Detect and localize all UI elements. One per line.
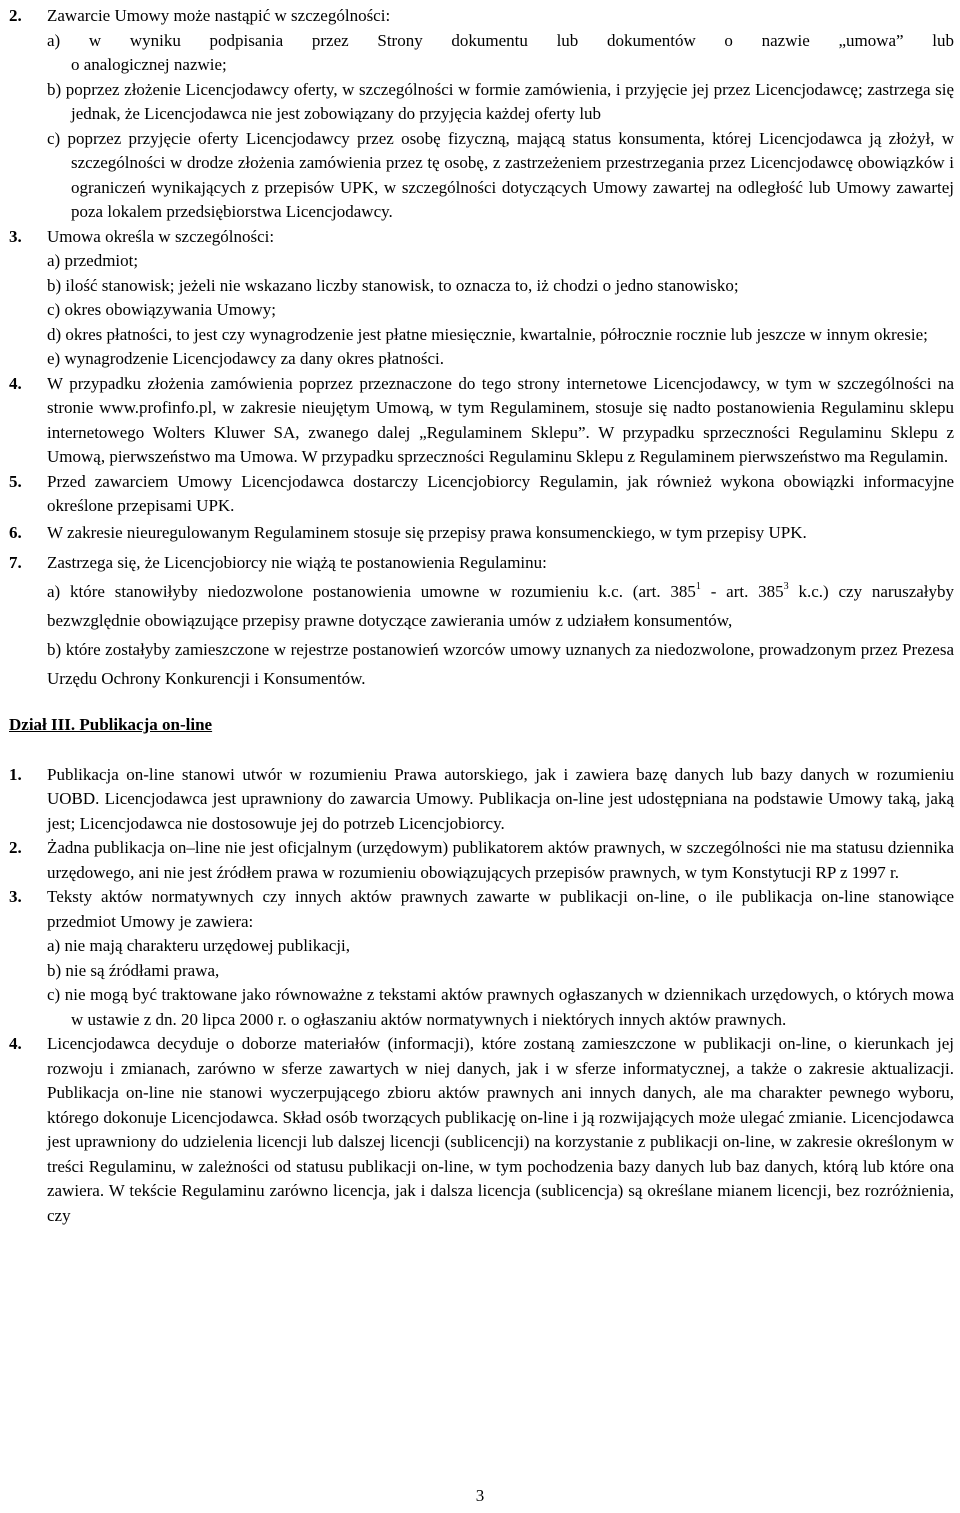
section-number: 2.: [9, 6, 22, 25]
section-7-item-b: b) które zostałyby zamieszczone w rejestrze postanowień wzorców umowy uznanych za niedozwolone, prowadzonym przez Prezesa Urzędu Ochrony Konkurencji i Konsumentów.: [47, 639, 954, 688]
section-7-intro: Zastrzega się, że Licencjobiorcy nie wiążą te postanowienia Regulaminu:: [47, 552, 547, 572]
section-2-item-a-cont: o analogicznej nazwie;: [71, 55, 227, 74]
section-2-item-c-text: c) poprzez przyjęcie oferty Licencjodawcy przez osobę fizyczną, mającą status konsumenta, której Licencjodawca ją złożył, w szczególności w drodze złożenia zamówienia przez tę osobę, z zastrzeżeniem przestrzegania przez Licencjodawcę obowiązków i ograniczeń wynikających z przepisów UPK, w szczególności dotyczących Umowy zawartej na odległość lub Umowy zawartej poza lokalem przedsiębiorstwa Licencjodawcy.: [47, 128, 954, 221]
section-2-item-b: [47, 78, 954, 127]
part3-item-2-text: Żadna publikacja on–line nie jest oficjalnym (urzędowym) publikatorem aktów prawnych, w szczególności nie ma statusu dziennika urzędowego, ani nie jest źródłem prawa w rozumieniu obowiązujących przepisów prawnych, w tym Konstytucji RP z 1997 r.: [47, 838, 954, 882]
section-7-item-a-part3: k.c.) czy naruszałyby bezwzględnie obowiązujące przepisy prawne dotyczące zawierania umów z udziałem konsumentów,: [47, 581, 955, 630]
section-4: [9, 372, 954, 470]
section-heading: Dział III. Publikacja on-line: [9, 714, 213, 734]
section-number: 4.: [9, 373, 22, 393]
section-5-text: Przed zawarciem Umowy Licencjodawca dostarczy Licencjobiorcy Regulamin, jak również wykona obowiązki informacyjne określone przepisami UPK.: [47, 471, 954, 515]
part3-item-3-c: [47, 983, 954, 1032]
section-2: [9, 4, 954, 225]
list-item-text: c) nie mogą być traktowane jako równoważne z tekstami aktów prawnych ogłaszanych w dziennikach urzędowych, o których mowa w ustawie z dn. 20 lipca 2000 r. o ogłaszaniu aktów normatywnych i niektórych innych aktów prawnych.: [47, 985, 954, 1029]
section-4-text: W przypadku złożenia zamówienia poprzez przeznaczone do tego strony internetowe Licencjodawcy, w tym w szczególności na stronie www.profinfo.pl, w zakresie nieujętym Umową, w tym Regulaminem, stosuje się nadto postanowienia Regulaminu sklepu internetowego Wolters Kluwer SA, zwanego dalej „Regulaminem Sklepu”. W przypadku sprzeczności Regulaminu Sklepu z Umową, pierwszeństwo ma Umowa. W przypadku sprzeczności Regulaminu Sklepu z Regulaminem pierwszeństwo ma Regulamin.: [47, 373, 954, 466]
section-number: 7.: [9, 552, 22, 572]
superscript: 3: [783, 580, 789, 592]
superscript: 1: [695, 580, 701, 592]
section-number: 6.: [9, 522, 22, 542]
page-number: 3: [475, 1486, 485, 1505]
section-5: [9, 470, 954, 519]
section-3-item-c: [47, 298, 954, 323]
section-2-item-a: a) w wyniku podpisania przez Strony dokumentu lub dokumentów o nazwie „umowa” lub: [47, 30, 954, 50]
list-item-text: b) ilość stanowisk; jeżeli nie wskazano liczby stanowisk, to oznacza to, iż chodzi o jedno stanowisko;: [47, 275, 739, 295]
section-6: [9, 519, 954, 546]
part3-item-3-a: [47, 934, 954, 959]
list-item-text: c) okres obowiązywania Umowy;: [47, 300, 276, 319]
part3-item-3-text: Teksty aktów normatywnych czy innych aktów prawnych zawarte w publikacji on-line, o ile publikacja on-line stanowiące przedmiot Umowy je zawiera:: [47, 887, 954, 931]
list-item-text: a) nie mają charakteru urzędowej publikacji,: [47, 936, 351, 955]
section-7-item-a-part1: a) które stanowiłyby niedozwolone postanowienia umowne w rozumieniu k.c. (art. 385: [47, 581, 696, 601]
section-2-intro: Zawarcie Umowy może nastąpić w szczególności:: [47, 6, 391, 25]
section-3-intro: Umowa określa w szczególności:: [47, 226, 275, 246]
section-3-item-d: [47, 323, 954, 348]
section-number: 2.: [9, 838, 22, 857]
part3-item-3-b: [47, 959, 954, 984]
part3-item-1-text: Publikacja on-line stanowi utwór w rozumieniu Prawa autorskiego, jak i zawiera bazę danych lub bazy danych w rozumieniu UOBD. Licencjodawca jest uprawniony do zawarcia Umowy. Publikacja on-line jest udostępniana na podstawie Umowy taką, jaką jest; Licencjodawca nie dostosowuje jej do potrzeb Licencjobiorcy.: [47, 764, 954, 833]
section-7: [9, 548, 954, 693]
part3-item-1: [9, 763, 954, 837]
section-2-item-b-text: b) poprzez złożenie Licencjodawcy oferty, w szczególności w formie zamówienia, i przyjęcie jej przez Licencjodawcę; zastrzega się jednak, że Licencjodawca nie jest zobowiązany do przyjęcia każdej oferty lub: [47, 79, 954, 123]
section-number: 4.: [9, 1034, 22, 1053]
part3-item-3: [9, 885, 954, 1032]
list-item-text: a) przedmiot;: [47, 251, 139, 270]
section-3-item-b: [47, 274, 954, 299]
list-item-text: b) nie są źródłami prawa,: [47, 960, 220, 980]
list-item-text: e) wynagrodzenie Licencjodawcy za dany okres płatności.: [47, 349, 444, 368]
section-number: 1.: [9, 764, 22, 784]
section-3-item-a: [47, 249, 954, 274]
section-3: [9, 225, 954, 372]
part3-item-2: [9, 836, 954, 885]
section-7-item-a-part2: - art. 385: [700, 581, 784, 601]
section-number: 3.: [9, 887, 22, 906]
section-7-item-a: [47, 577, 954, 635]
list-item-text: d) okres płatności, to jest czy wynagrodzenie jest płatne miesięcznie, kwartalnie, półrocznie rocznie lub jeszcze w innym okresie;: [47, 324, 928, 344]
section-number: 3.: [9, 226, 22, 246]
part3-item-4: [9, 1032, 954, 1228]
section-6-text: W zakresie nieuregulowanym Regulaminem stosuje się przepisy prawa konsumenckiego, w tym przepisy UPK.: [47, 522, 807, 542]
section-2-item-c: [47, 127, 954, 225]
section-number: 5.: [9, 471, 22, 491]
part3-item-4-text: Licencjodawca decyduje o doborze materiałów (informacji), które zostaną zamieszczone w publikacji on-line, o kierunkach jej rozwoju i zmianach, zarówno w sferze zawartych w niej danych, jak i w sferze informatycznej, a także o zakresie aktualizacji. Publikacja on-line nie stanowi wyczerpującego zbioru aktów prawnych ani innych danych, ale ma charakter pewnego wyboru, którego dokonuje Licencjodawca. Skład osób tworzących publikację on-line i ją rozwijających może ulegać zmianie. Licencjodawca jest uprawniony do udzielenia licencji lub dalszej licencji (sublicencji) na korzystanie z publikacji on-line, w zakresie określonym w treści Regulaminu, w zależności od statusu publikacji on-line, w tym pochodzenia bazy danych lub baz danych, którą lub które ona zawiera. W tekście Regulaminu zarówno licencja, jak i dalsza licencja (sublicencja) są określane mianem licencji, bez rozróżnienia, czy: [47, 1034, 954, 1225]
section-3-item-e: [47, 347, 954, 372]
